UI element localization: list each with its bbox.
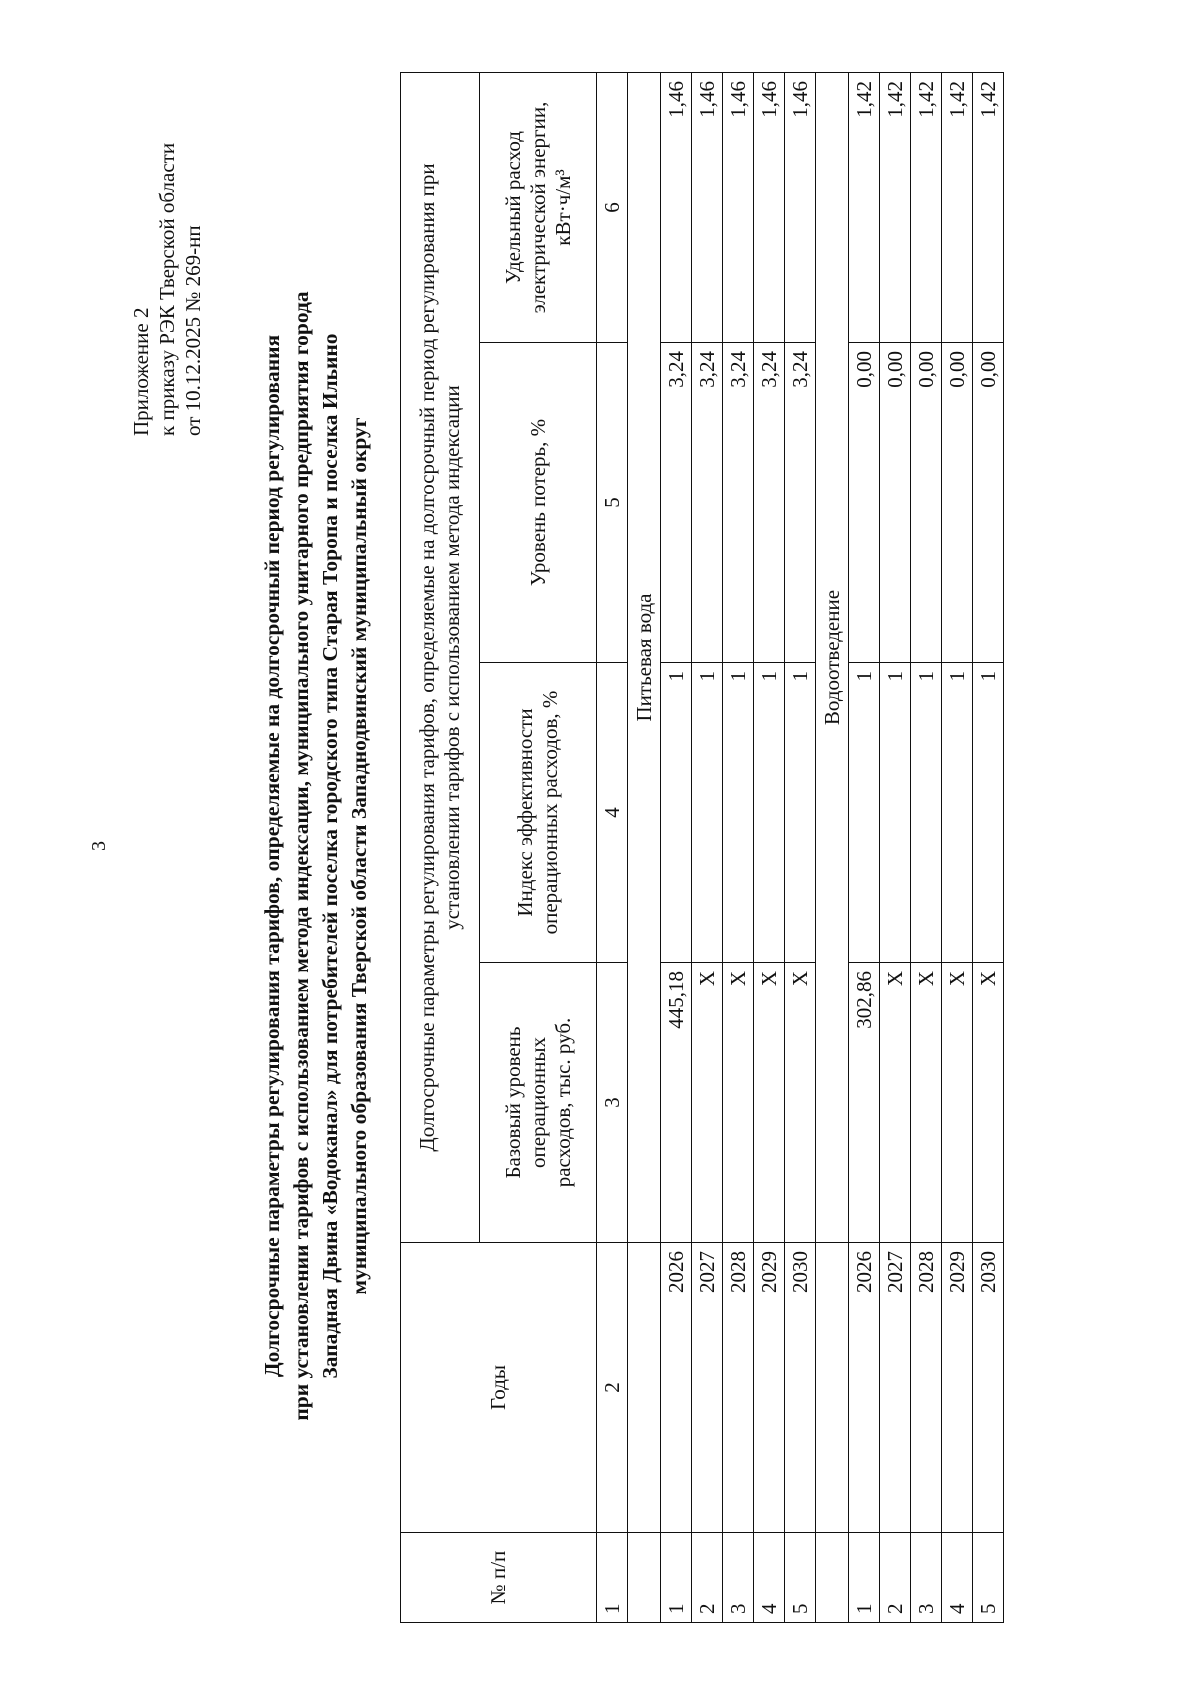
table-row: [754, 73, 785, 1623]
row-number-cell: 3: [723, 1533, 754, 1623]
table-row: [911, 73, 942, 1623]
column-number: 1: [597, 1533, 628, 1623]
efficiency-index-cell: 1: [754, 663, 785, 963]
row-number-cell: 5: [973, 1533, 1004, 1623]
document-title: [258, 126, 374, 1586]
header-base: Базовый уровень операционных расходов, тыс. руб.: [480, 963, 597, 1243]
losses-cell: 3,24: [692, 343, 723, 663]
efficiency-index-cell: 1: [661, 663, 692, 963]
table-row: [880, 73, 911, 1623]
year-cell: 2028: [911, 1243, 942, 1533]
base-cost-cell: Х: [973, 963, 1004, 1243]
section-blank-cell: [628, 1533, 661, 1623]
header-energy: Удельный расход электрической энергии, кВт·ч/м³: [480, 73, 597, 343]
energy-cell: 1,42: [973, 73, 1004, 343]
year-cell: 2027: [880, 1243, 911, 1533]
appendix-line-2: к приказу РЭК Тверской области: [155, 142, 179, 436]
row-number-cell: 1: [661, 1533, 692, 1623]
header-num: № п/п: [401, 1533, 597, 1623]
energy-cell: 1,42: [849, 73, 880, 343]
efficiency-index-cell: 1: [692, 663, 723, 963]
year-cell: 2026: [661, 1243, 692, 1533]
energy-cell: 1,42: [880, 73, 911, 343]
year-cell: 2029: [754, 1243, 785, 1533]
losses-cell: 3,24: [661, 343, 692, 663]
row-number-cell: 5: [785, 1533, 816, 1623]
efficiency-index-cell: 1: [849, 663, 880, 963]
losses-cell: 0,00: [942, 343, 973, 663]
energy-cell: 1,46: [754, 73, 785, 343]
base-cost-cell: Х: [723, 963, 754, 1243]
table-row: [723, 73, 754, 1623]
section-blank-cell: [816, 1533, 849, 1623]
losses-cell: 0,00: [973, 343, 1004, 663]
energy-cell: 1,46: [661, 73, 692, 343]
losses-cell: 3,24: [754, 343, 785, 663]
section-title: Водоотведение: [816, 73, 849, 1243]
appendix-line-3: от 10.12.2025 № 269-нп: [181, 225, 205, 436]
efficiency-index-cell: 1: [723, 663, 754, 963]
table-row: [661, 73, 692, 1623]
base-cost-cell: Х: [911, 963, 942, 1243]
row-number-cell: 2: [692, 1533, 723, 1623]
losses-cell: 0,00: [911, 343, 942, 663]
energy-cell: 1,42: [942, 73, 973, 343]
base-cost-cell: 302,86: [849, 963, 880, 1243]
column-number: 2: [597, 1243, 628, 1533]
energy-cell: 1,46: [692, 73, 723, 343]
table-row: [973, 73, 1004, 1623]
column-number: 6: [597, 73, 628, 343]
year-cell: 2030: [785, 1243, 816, 1533]
header-years: Годы: [401, 1243, 597, 1533]
section-blank-cell: [816, 1243, 849, 1533]
row-number-cell: 1: [849, 1533, 880, 1623]
title-line-2: при установлении тарифов с использованием метода индексации, муниципального унитарного предприятия города: [289, 291, 313, 1421]
appendix-line-1: Приложение 2: [129, 307, 153, 436]
header-group: Долгосрочные параметры регулирования тарифов, определяемые на долгосрочный период регулирования при установлении тарифов с использованием метода индексации: [401, 73, 480, 1243]
base-cost-cell: Х: [692, 963, 723, 1243]
base-cost-cell: Х: [942, 963, 973, 1243]
row-number-cell: 3: [911, 1533, 942, 1623]
row-number-cell: 4: [754, 1533, 785, 1623]
page-number: 3: [88, 841, 110, 851]
losses-cell: 3,24: [723, 343, 754, 663]
row-number-cell: 2: [880, 1533, 911, 1623]
base-cost-cell: Х: [754, 963, 785, 1243]
section-title: Питьевая вода: [628, 73, 661, 1243]
column-number: 3: [597, 963, 628, 1243]
title-line-3: Западная Двина «Водоканал» для потребителей поселка городского типа Старая Торопа и поселка Ильино: [318, 333, 342, 1379]
energy-cell: 1,42: [911, 73, 942, 343]
table-body: [597, 73, 1004, 1623]
table-row: [692, 73, 723, 1623]
year-cell: 2028: [723, 1243, 754, 1533]
row-number-cell: 4: [942, 1533, 973, 1623]
column-number: 5: [597, 343, 628, 663]
parameters-table: [400, 72, 1004, 1623]
header-losses: Уровень потерь, %: [480, 343, 597, 663]
base-cost-cell: Х: [880, 963, 911, 1243]
losses-cell: 0,00: [849, 343, 880, 663]
losses-cell: 3,24: [785, 343, 816, 663]
losses-cell: 0,00: [880, 343, 911, 663]
energy-cell: 1,46: [785, 73, 816, 343]
table-row: [785, 73, 816, 1623]
appendix-note: [128, 36, 206, 436]
year-cell: 2027: [692, 1243, 723, 1533]
base-cost-cell: 445,18: [661, 963, 692, 1243]
efficiency-index-cell: 1: [785, 663, 816, 963]
column-numbers-row: [597, 73, 628, 1623]
header-index: Индекс эффективности операционных расходов, %: [480, 663, 597, 963]
column-number: 4: [597, 663, 628, 963]
year-cell: 2030: [973, 1243, 1004, 1533]
section-row: [628, 73, 661, 1623]
year-cell: 2029: [942, 1243, 973, 1533]
base-cost-cell: Х: [785, 963, 816, 1243]
title-line-4: муниципального образования Тверской области Западнодвинский муниципальный округ: [347, 417, 371, 1295]
efficiency-index-cell: 1: [942, 663, 973, 963]
table-row: [849, 73, 880, 1623]
year-cell: 2026: [849, 1243, 880, 1533]
efficiency-index-cell: 1: [911, 663, 942, 963]
title-line-1: Долгосрочные параметры регулирования тарифов, определяемые на долгосрочный период регулирования: [260, 334, 284, 1378]
section-row: [816, 73, 849, 1623]
table-row: [942, 73, 973, 1623]
energy-cell: 1,46: [723, 73, 754, 343]
efficiency-index-cell: 1: [973, 663, 1004, 963]
efficiency-index-cell: 1: [880, 663, 911, 963]
section-blank-cell: [628, 1243, 661, 1533]
